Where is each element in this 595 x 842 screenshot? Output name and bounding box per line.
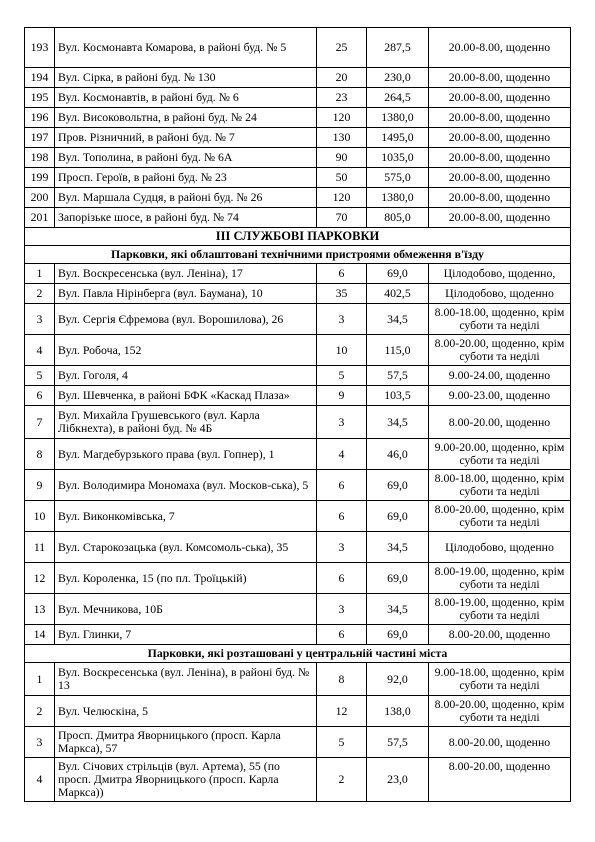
places-cell: 6 <box>317 470 367 501</box>
places-cell: 6 <box>317 563 367 594</box>
address-cell: Вул. Мечникова, 10Б <box>55 594 317 625</box>
address-cell: Вул. Глинки, 7 <box>55 625 317 645</box>
cost-cell: 57,5 <box>367 727 429 758</box>
row-number: 5 <box>25 366 55 386</box>
places-cell: 12 <box>317 696 367 727</box>
places-cell: 4 <box>317 439 367 470</box>
cost-cell: 1380,0 <box>367 188 429 208</box>
subsection-b-row <box>25 246 571 264</box>
row-number: 3 <box>25 304 55 335</box>
address-cell: Вул. Короленка, 15 (по пл. Троїцькій) <box>55 563 317 594</box>
address-cell: Вул. Володимира Мономаха (вул. Москов-ська), 5 <box>55 470 317 501</box>
row-number: 194 <box>25 68 55 88</box>
address-cell: Просп. Героїв, в районі буд. № 23 <box>55 168 317 188</box>
hours-cell: 8.00-19.00, щоденно, крім суботи та неділі <box>429 563 571 594</box>
table-row <box>25 439 571 470</box>
cost-cell: 1380,0 <box>367 108 429 128</box>
address-cell: Вул. Магдебурзького права (вул. Гопнер), 1 <box>55 439 317 470</box>
section-title-row <box>25 228 571 246</box>
places-cell: 70 <box>317 208 367 228</box>
cost-cell: 23,0 <box>367 758 429 802</box>
table-row <box>25 594 571 625</box>
cost-cell: 1035,0 <box>367 148 429 168</box>
subsection-title-c: Парковки, які розташовані у центральній частині міста <box>25 645 571 663</box>
hours-cell: 9.00-18.00, щоденно, крім суботи та неділі <box>429 663 571 696</box>
hours-cell: 20.00-8.00, щоденно <box>429 188 571 208</box>
places-cell: 6 <box>317 625 367 645</box>
cost-cell: 34,5 <box>367 304 429 335</box>
parking-table <box>24 27 571 802</box>
places-cell: 6 <box>317 501 367 532</box>
hours-cell: 20.00-8.00, щоденно <box>429 128 571 148</box>
table-row <box>25 108 571 128</box>
address-cell: Вул. Гоголя, 4 <box>55 366 317 386</box>
places-cell: 25 <box>317 28 367 68</box>
cost-cell: 575,0 <box>367 168 429 188</box>
row-number: 9 <box>25 470 55 501</box>
hours-cell: 8.00-20.00, щоденно, крім суботи та неділі <box>429 501 571 532</box>
cost-cell: 46,0 <box>367 439 429 470</box>
address-cell: Вул. Воскресенська (вул. Леніна), в районі буд. № 13 <box>55 663 317 696</box>
hours-cell: 8.00-20.00, щоденно <box>429 727 571 758</box>
cost-cell: 138,0 <box>367 696 429 727</box>
hours-cell: 8.00-20.00, щоденно, крім суботи та неділі <box>429 696 571 727</box>
places-cell: 120 <box>317 108 367 128</box>
address-cell: Вул. Михайла Грушевського (вул. Карла Лібкнехта), в районі буд. № 4Б <box>55 406 317 439</box>
row-number: 10 <box>25 501 55 532</box>
hours-cell: 20.00-8.00, щоденно <box>429 68 571 88</box>
row-number: 201 <box>25 208 55 228</box>
table-row <box>25 335 571 366</box>
address-cell: Вул. Тополина, в районі буд. № 6А <box>55 148 317 168</box>
hours-cell: Цілодобово, щоденно <box>429 532 571 563</box>
cost-cell: 287,5 <box>367 28 429 68</box>
row-number: 1 <box>25 264 55 284</box>
cost-cell: 69,0 <box>367 470 429 501</box>
table-row <box>25 386 571 406</box>
row-number: 196 <box>25 108 55 128</box>
table-row <box>25 88 571 108</box>
hours-cell: 20.00-8.00, щоденно <box>429 88 571 108</box>
table-row <box>25 304 571 335</box>
places-cell: 9 <box>317 386 367 406</box>
places-cell: 5 <box>317 727 367 758</box>
cost-cell: 115,0 <box>367 335 429 366</box>
table-section-title <box>25 228 571 264</box>
hours-cell: 20.00-8.00, щоденно <box>429 208 571 228</box>
address-cell: Вул. Воскресенська (вул. Леніна), 17 <box>55 264 317 284</box>
row-number: 193 <box>25 28 55 68</box>
cost-cell: 34,5 <box>367 594 429 625</box>
table-subsection-c-header <box>25 645 571 663</box>
cost-cell: 103,5 <box>367 386 429 406</box>
hours-cell: 8.00-18.00, щоденно, крім суботи та неділі <box>429 470 571 501</box>
places-cell: 6 <box>317 264 367 284</box>
table-row <box>25 758 571 802</box>
table-row <box>25 264 571 284</box>
cost-cell: 69,0 <box>367 501 429 532</box>
cost-cell: 230,0 <box>367 68 429 88</box>
places-cell: 120 <box>317 188 367 208</box>
cost-cell: 69,0 <box>367 563 429 594</box>
places-cell: 90 <box>317 148 367 168</box>
hours-cell: 8.00-20.00, щоденно <box>429 406 571 439</box>
hours-cell: 20.00-8.00, щоденно <box>429 28 571 68</box>
row-number: 11 <box>25 532 55 563</box>
row-number: 3 <box>25 727 55 758</box>
table-row <box>25 663 571 696</box>
table-row <box>25 625 571 645</box>
address-cell: Вул. Сірка, в районі буд. № 130 <box>55 68 317 88</box>
places-cell: 2 <box>317 758 367 802</box>
hours-cell: 8.00-20.00, щоденно <box>429 758 571 802</box>
subsection-c-row <box>25 645 571 663</box>
cost-cell: 264,5 <box>367 88 429 108</box>
table-row <box>25 563 571 594</box>
places-cell: 3 <box>317 304 367 335</box>
row-number: 4 <box>25 335 55 366</box>
hours-cell: 9.00-20.00, щоденно, крім суботи та неділі <box>429 439 571 470</box>
row-number: 13 <box>25 594 55 625</box>
table-row <box>25 696 571 727</box>
places-cell: 8 <box>317 663 367 696</box>
hours-cell: 20.00-8.00, щоденно <box>429 148 571 168</box>
cost-cell: 34,5 <box>367 532 429 563</box>
row-number: 199 <box>25 168 55 188</box>
hours-cell: 8.00-20.00, щоденно <box>429 625 571 645</box>
table-row <box>25 470 571 501</box>
row-number: 12 <box>25 563 55 594</box>
places-cell: 20 <box>317 68 367 88</box>
places-cell: 3 <box>317 406 367 439</box>
hours-cell: Цілодобово, щоденно, <box>429 264 571 284</box>
places-cell: 35 <box>317 284 367 304</box>
address-cell: Вул. Маршала Судця, в районі буд. № 26 <box>55 188 317 208</box>
places-cell: 5 <box>317 366 367 386</box>
row-number: 198 <box>25 148 55 168</box>
table-section-b <box>25 264 571 645</box>
table-row <box>25 501 571 532</box>
places-cell: 3 <box>317 532 367 563</box>
row-number: 195 <box>25 88 55 108</box>
cost-cell: 69,0 <box>367 625 429 645</box>
places-cell: 23 <box>317 88 367 108</box>
table-row <box>25 68 571 88</box>
table-row <box>25 284 571 304</box>
table-section-a <box>25 28 571 228</box>
row-number: 8 <box>25 439 55 470</box>
hours-cell: 8.00-20.00, щоденно, крім суботи та неділі <box>429 335 571 366</box>
address-cell: Вул. Січових стрільців (вул. Артема), 55 (по просп. Дмитра Яворницького (просп. Карла Маркса)) <box>55 758 317 802</box>
table-row <box>25 168 571 188</box>
address-cell: Пров. Різничний, в районі буд. № 7 <box>55 128 317 148</box>
table-row <box>25 727 571 758</box>
address-cell: Просп. Дмитра Яворницького (просп. Карла Маркса), 57 <box>55 727 317 758</box>
address-cell: Вул. Виконкомівська, 7 <box>55 501 317 532</box>
table-row <box>25 532 571 563</box>
row-number: 2 <box>25 696 55 727</box>
row-number: 7 <box>25 406 55 439</box>
cost-cell: 57,5 <box>367 366 429 386</box>
cost-cell: 402,5 <box>367 284 429 304</box>
address-cell: Вул. Шевченка, в районі БФК «Каскад Плаза» <box>55 386 317 406</box>
hours-cell: 20.00-8.00, щоденно <box>429 108 571 128</box>
row-number: 6 <box>25 386 55 406</box>
section-title: III СЛУЖБОВІ ПАРКОВКИ <box>25 228 571 246</box>
address-cell: Вул. Космонавта Комарова, в районі буд. № 5 <box>55 28 317 68</box>
hours-cell: 8.00-19.00, щоденно, крім суботи та неділі <box>429 594 571 625</box>
cost-cell: 92,0 <box>367 663 429 696</box>
hours-cell: 8.00-18.00, щоденно, крім суботи та неділі <box>429 304 571 335</box>
table-row <box>25 366 571 386</box>
cost-cell: 34,5 <box>367 406 429 439</box>
address-cell: Вул. Сергія Єфремова (вул. Ворошилова), 26 <box>55 304 317 335</box>
row-number: 4 <box>25 758 55 802</box>
address-cell: Вул. Робоча, 152 <box>55 335 317 366</box>
address-cell: Вул. Челюскіна, 5 <box>55 696 317 727</box>
address-cell: Запорізьке шосе, в районі буд. № 74 <box>55 208 317 228</box>
row-number: 200 <box>25 188 55 208</box>
table-row <box>25 208 571 228</box>
hours-cell: Цілодобово, щоденно <box>429 284 571 304</box>
places-cell: 10 <box>317 335 367 366</box>
table-row <box>25 128 571 148</box>
address-cell: Вул. Космонавтів, в районі буд. № 6 <box>55 88 317 108</box>
subsection-title-b: Парковки, які облаштовані технічними пристроями обмеження в'їзду <box>25 246 571 264</box>
row-number: 197 <box>25 128 55 148</box>
address-cell: Вул. Старокозацька (вул. Комсомоль-ська), 35 <box>55 532 317 563</box>
hours-cell: 20.00-8.00, щоденно <box>429 168 571 188</box>
address-cell: Вул. Високовольтна, в районі буд. № 24 <box>55 108 317 128</box>
row-number: 1 <box>25 663 55 696</box>
places-cell: 130 <box>317 128 367 148</box>
cost-cell: 1495,0 <box>367 128 429 148</box>
hours-cell: 9.00-23.00, щоденно <box>429 386 571 406</box>
row-number: 14 <box>25 625 55 645</box>
table-row <box>25 148 571 168</box>
hours-cell: 9.00-24.00, щоденно <box>429 366 571 386</box>
places-cell: 3 <box>317 594 367 625</box>
cost-cell: 805,0 <box>367 208 429 228</box>
address-cell: Вул. Павла Нірінберга (вул. Баумана), 10 <box>55 284 317 304</box>
cost-cell: 69,0 <box>367 264 429 284</box>
places-cell: 50 <box>317 168 367 188</box>
table-row <box>25 188 571 208</box>
table-section-c <box>25 663 571 802</box>
row-number: 2 <box>25 284 55 304</box>
table-row <box>25 28 571 68</box>
table-row <box>25 406 571 439</box>
